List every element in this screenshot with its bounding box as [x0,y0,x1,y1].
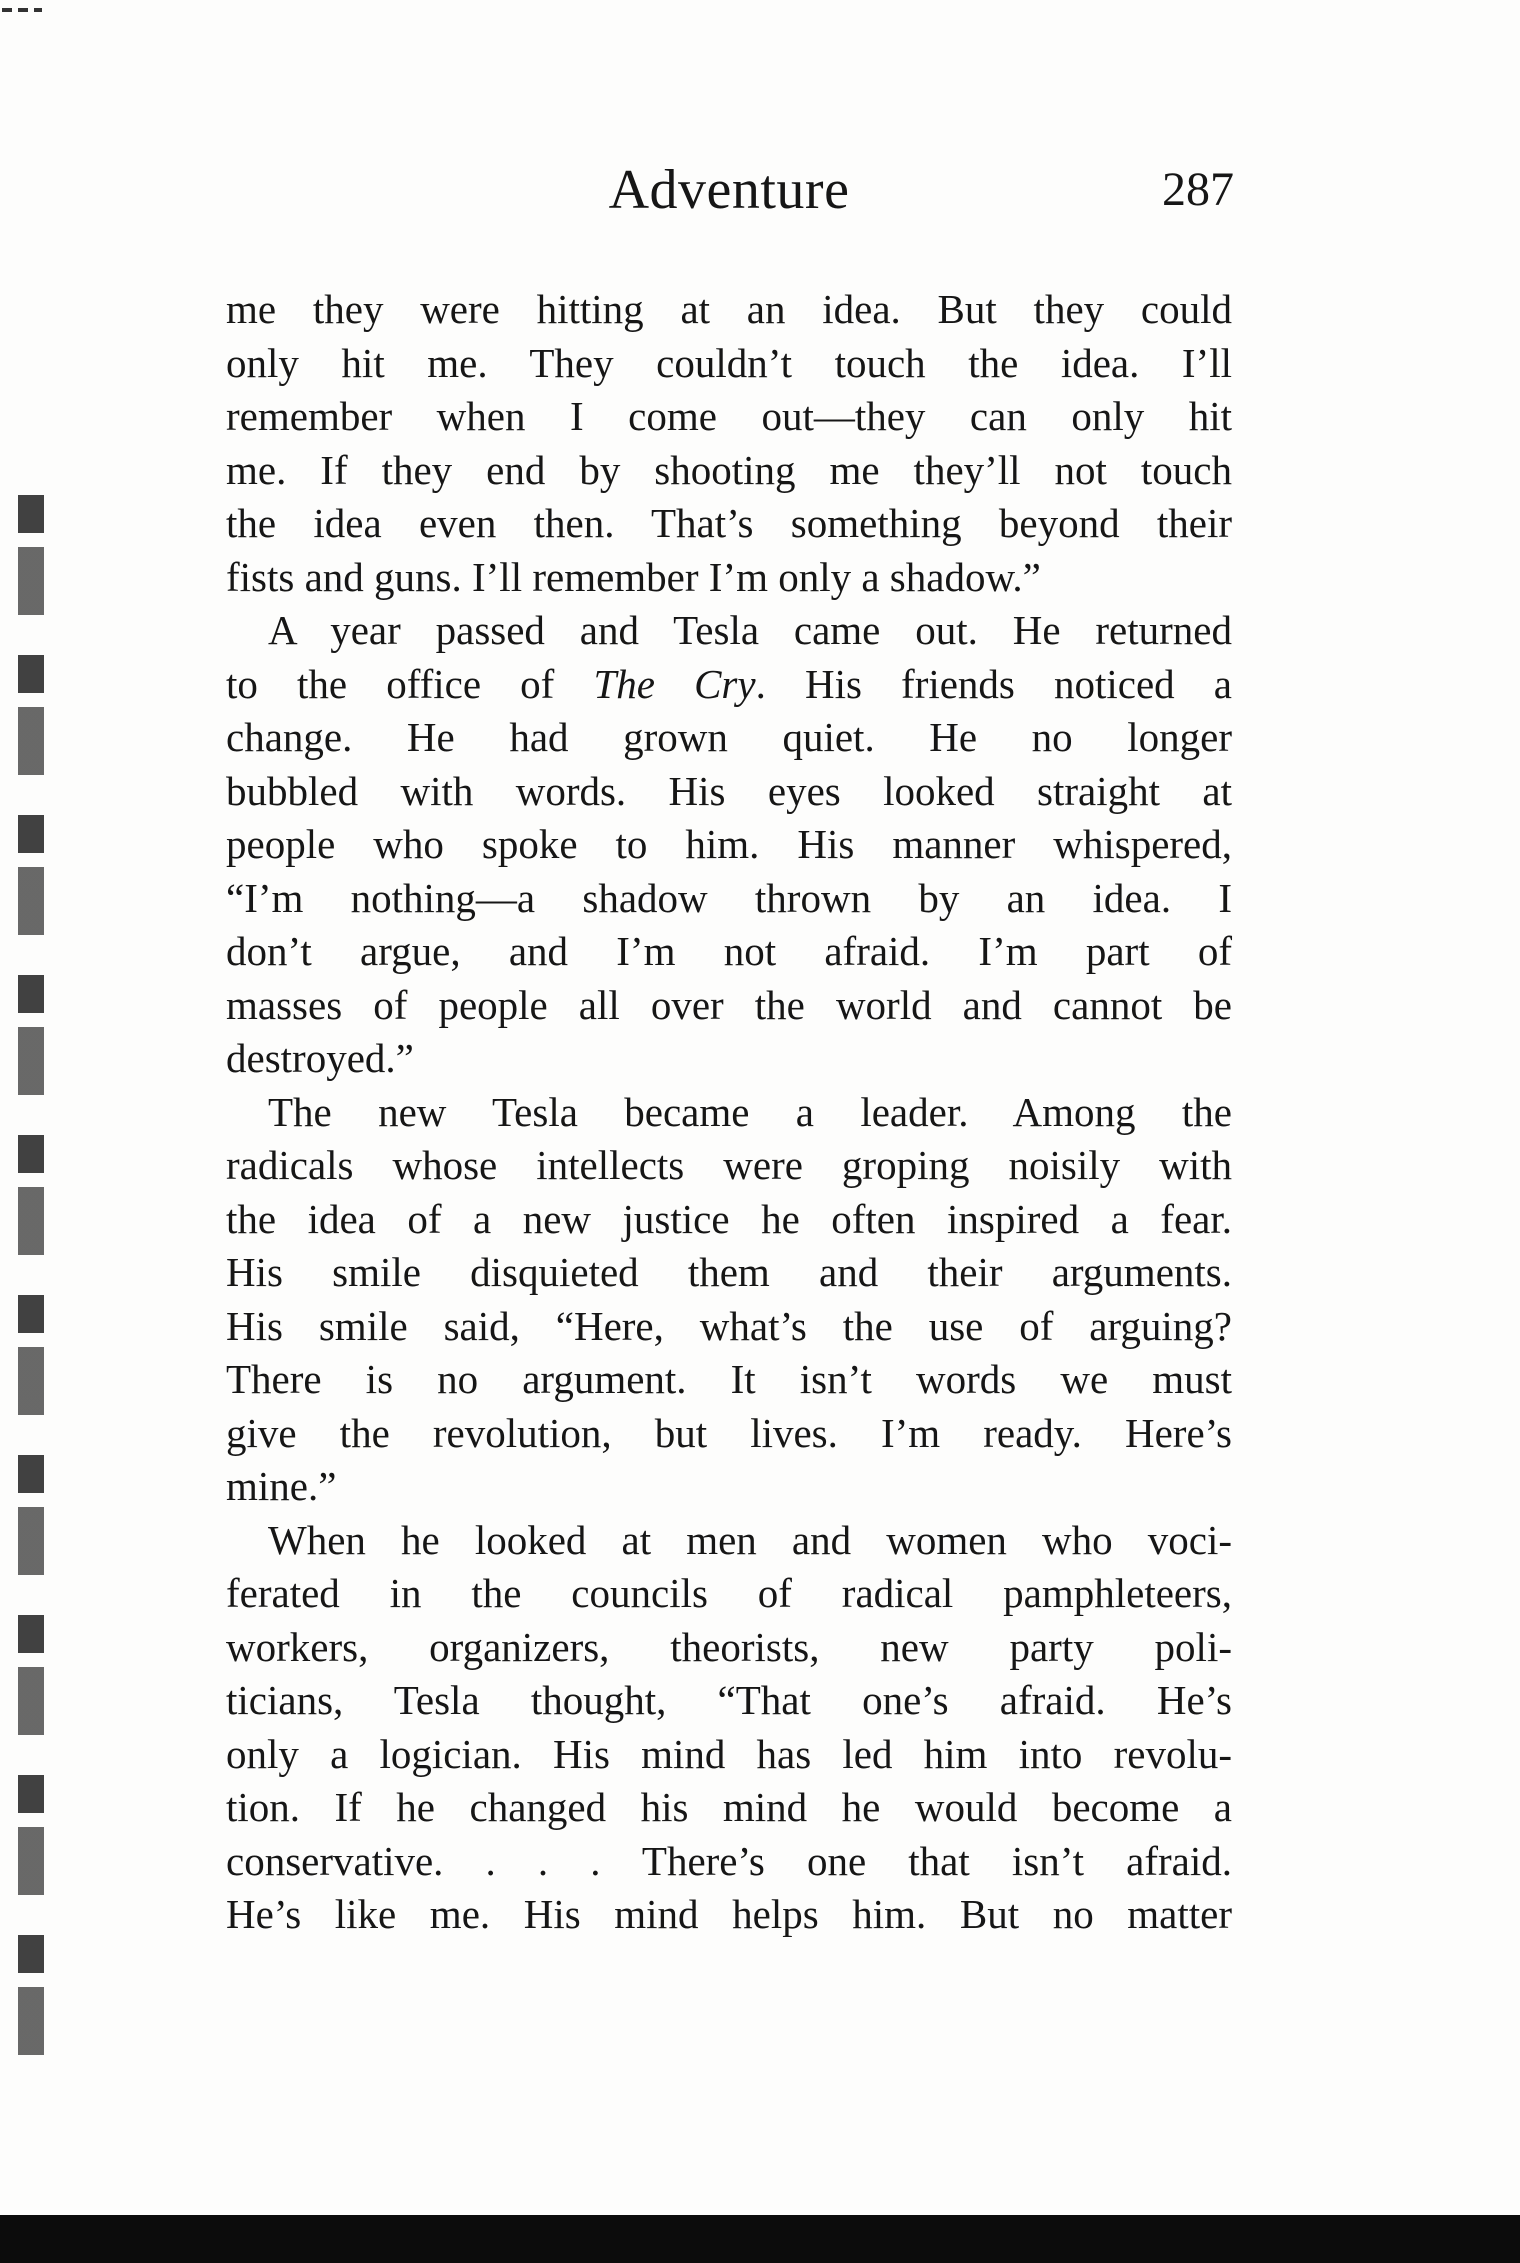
text-line: His smile said, “Here, what’s the use of arguing? [226,1302,1232,1349]
text-line: ferated in the councils of radical pamphleteers, [226,1570,1232,1616]
text-line: There is no argument. It isn’t words we must [226,1356,1232,1402]
text-line: radicals whose intellects were groping noisily with [226,1142,1232,1188]
text-line: destroyed.” [226,1035,414,1081]
text-line: change. He had grown quiet. He no longer [226,714,1232,760]
running-title: Adventure [608,159,850,221]
body-text [226,283,1232,1942]
text-lines [226,283,1232,1942]
text-line: give the revolution, but lives. I’m ready. Here’s [226,1409,1232,1456]
text-line: bubbled with words. His eyes looked straight at [226,767,1232,814]
text-line: He’s like me. His mind helps him. But no matter [226,1891,1232,1937]
text-line: mine.” [226,1463,337,1509]
text-line: The new Tesla became a leader. Among the [268,1088,1232,1135]
text-line: don’t argue, and I’m not afraid. I’m part of [226,928,1232,974]
text-line: people who spoke to him. His manner whispered, [226,821,1232,867]
binding-edge-shadow [18,495,44,2075]
text-line: the idea of a new justice he often inspired a fear. [226,1195,1232,1242]
text-line: only hit me. They couldn’t touch the idea. I’ll [226,339,1232,386]
page-number: 287 [1162,163,1234,216]
text-line: only a logician. His mind has led him into revolu- [226,1730,1232,1777]
scan-corner-mark [2,8,42,12]
text-line: masses of people all over the world and cannot be [226,981,1232,1028]
scan-bottom-edge [0,2215,1520,2263]
text-line: tion. If he changed his mind he would become a [226,1784,1232,1830]
text-line: A year passed and Tesla came out. He returned [268,607,1232,653]
text-line: me they were hitting at an idea. But they could [226,286,1232,332]
running-head [224,155,1234,225]
text-line: ticians, Tesla thought, “That one’s afraid. He’s [226,1677,1232,1723]
text-line: His smile disquieted them and their arguments. [226,1249,1232,1295]
text-line: me. If they end by shooting me they’ll not touch [226,446,1232,493]
periodical-title: The Cry [593,660,756,707]
text-line: “I’m nothing—a shadow thrown by an idea. I [226,874,1232,921]
text-line: the idea even then. That’s something beyond their [226,500,1232,546]
text-line: fists and guns. I’ll remember I’m only a shadow.” [226,553,1041,600]
text-line: conservative. . . . There’s one that isn’t afraid. [226,1837,1232,1884]
text-line: remember when I come out—they can only hit [226,393,1232,439]
text-line: workers, organizers, theorists, new party poli- [226,1623,1232,1670]
text-line: When he looked at men and women who voci- [268,1516,1232,1563]
text-line: to the office of The Cry. His friends noticed a [226,660,1232,707]
